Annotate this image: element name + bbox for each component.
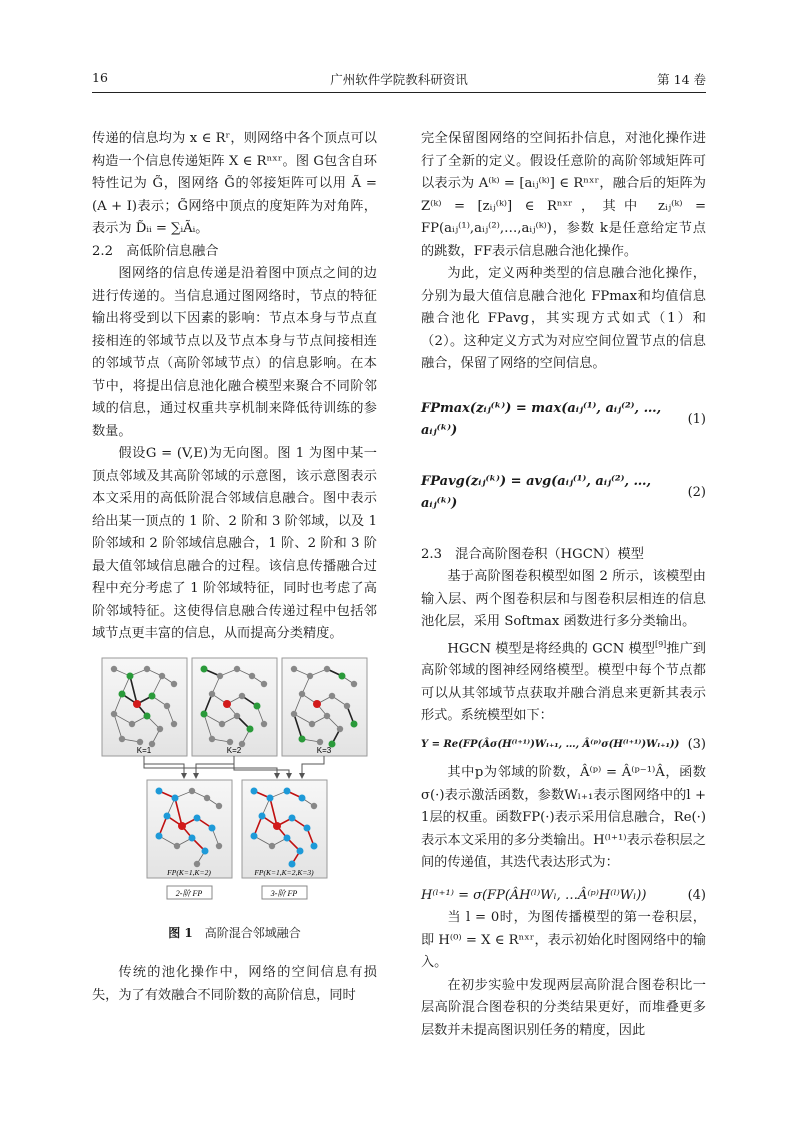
paragraph-experiment: 在初步实验中发现两层高阶混合图卷积比一层高阶混合图卷积的分类结果更好，而堆叠更多层数并未提高图识别任务的精度，因此 — [421, 977, 706, 1038]
equation-3 — [421, 734, 706, 757]
equation-4-body: H⁽ˡ⁺¹⁾ = σ(FP(ÂH⁽ˡ⁾Wₗ, …Â⁽ᵖ⁾H⁽ˡ⁾Wₗ)) — [421, 887, 647, 903]
equation-3-body: Y = Re(FP(Âσ(H⁽ˡ⁺¹⁾)Wₗ₊₁, …, Â⁽ᵖ⁾σ(H⁽ˡ⁺¹⁾)Wₗ₊₁)) — [421, 738, 680, 750]
label-k1: K=1 — [136, 745, 152, 755]
running-header — [92, 70, 706, 88]
panel-k1 — [102, 658, 187, 756]
volume-label: 第 14 卷 — [657, 72, 706, 87]
panel-k3 — [282, 658, 367, 756]
right-column — [421, 128, 706, 1042]
paragraph-hgcn — [421, 634, 706, 728]
caption-text: 高阶混合邻域融合 — [204, 925, 301, 940]
equation-1 — [421, 398, 706, 443]
equation-3-number: (3) — [687, 736, 706, 752]
page-number: 16 — [92, 70, 108, 85]
equation-2-body: FPavg(zᵢⱼ⁽ᵏ⁾) = avg(aᵢⱼ⁽¹⁾, aᵢⱼ⁽²⁾, …, aᵢⱼ⁽ᵏ⁾) — [421, 473, 652, 511]
paragraph-pooling-cont: 完全保留图网络的空间拓扑信息，对池化操作进行了全新的定义。假设任意阶的高阶邻域矩阵可以表示为 A⁽ᵏ⁾ = [aᵢⱼ⁽ᵏ⁾] ∈ Rⁿˣʳ，融合后的矩阵为 Z⁽ᵏ⁾ = [zᵢⱼ⁽ᵏ⁾] ∈ Rⁿˣʳ，其中 zᵢⱼ⁽ᵏ⁾ = FP(aᵢⱼ⁽¹⁾,aᵢⱼ⁽²⁾,…,aᵢⱼ⁽ᵏ⁾)，参数 k是任意给定节点的跳数，FF表示信息融合池化操作。 — [421, 131, 706, 259]
paragraph-pooling: 传统的池化操作中，网络的空间信息有损失，为了有效融合不同阶数的高阶信息，同时 — [92, 965, 377, 1003]
label-k2: K=2 — [226, 745, 242, 755]
equation-1-body: FPmax(zᵢⱼ⁽ᵏ⁾) = max(aᵢⱼ⁽¹⁾, aᵢⱼ⁽²⁾, …, aᵢⱼ⁽ᵏ⁾) — [421, 400, 662, 438]
paragraph-notation: 其中p为邻域的阶数，Â⁽ᵖ⁾ = Â⁽ᵖ⁻¹⁾Â，函数σ(·)表示激活函数，参数Wₗ₊₁表示图网络中的l + 1层的权重。函数FP(·)表示采用信息融合，Re(·)表示本文采用的多分类输出。H⁽ˡ⁺¹⁾表示卷积层之间的传递值，其迭代表达形式为： — [421, 765, 706, 871]
label-fp-3: FP(K=1,K=2,K=3) — [254, 867, 314, 877]
panel-fp-2 — [147, 780, 232, 878]
hgcn-text-a: HGCN 模型是将经典的 GCN 模型 — [447, 640, 655, 656]
equation-2-number: (2) — [687, 484, 706, 500]
panel-fp-3 — [242, 780, 327, 878]
tag-3-order-fp: 3-阶 FP — [270, 888, 298, 898]
paragraph-model-overview: 基于高阶图卷积模型如图 2 所示，该模型由输入层、两个图卷积层和与图卷积层相连的信息池化层，采用 Softmax 函数进行多分类输出。 — [421, 569, 706, 629]
panel-k2 — [192, 658, 277, 756]
equation-4-number: (4) — [687, 887, 706, 903]
paragraph-initial-layer: 当 l = 0时，为图传播模型的第一卷积层，即 H⁽⁰⁾ = X ∈ Rⁿˣʳ，表示初始化时图网络中的输入。 — [421, 910, 706, 971]
label-k3: K=3 — [316, 745, 332, 755]
equation-2 — [421, 471, 706, 516]
paragraph-undirected-graph: 假设G = (V,E)为无向图。图 1 为图中某一顶点邻域及其高阶邻域的示意图，该示意图表示本文采用的高低阶混合邻域信息融合。图中表示给出某一顶点的 1 阶、2 阶和 3 阶邻域，以及 1 阶邻域和 2 阶邻域信息融合，1 阶、2 阶和 3 阶最大值邻域信息融合的过程。该信息传播融合过程中充分考虑了 1 阶邻域特征，同时也考虑了高阶邻域特征。这使得信息融合传递过程中包括邻域节点更丰富的信息，从而提高分类精度。 — [92, 446, 377, 641]
journal-title: 广州软件学院教科研资讯 — [330, 72, 468, 87]
left-column — [92, 128, 377, 1007]
tag-2-order-fp: 2-阶 FP — [175, 888, 203, 898]
paragraph-matrix-definition: 传递的信息均为 x ∈ Rʳ，则网络中各个顶点可以构造一个信息传递矩阵 X ∈ Rⁿˣʳ。图 G包含自环特性记为 G̃，图网络 G̃的邻接矩阵可以用 Ã = (A + I)表示；G̃网络中顶点的度矩阵为对角阵，表示为 D̃ᵢᵢ = ∑ᵢÃᵢ。 — [92, 131, 377, 236]
caption-number: 图 1 — [168, 925, 193, 940]
label-fp-2: FP(K=1,K=2) — [167, 867, 211, 877]
equation-4 — [421, 885, 706, 908]
paragraph-fp-types: 为此，定义两种类型的信息融合池化操作，分别为最大值信息融合池化 FPmax和均值信息融合池化 FPavg，其实现方式如式（1）和（2）。这种定义方式为对应空间位置节点的信息融合，保留了网络的空间信息。 — [421, 266, 706, 371]
hgcn-text-b: 推广到高阶邻域的图神经网络模型。模型中每个节点都可以从其邻域节点获取并融合消息来更新其表示形式。系统模型如下： — [421, 640, 706, 724]
header-rule — [92, 92, 706, 93]
section-heading-2-3: 2.3 混合高阶图卷积（HGCN）模型 — [421, 546, 644, 562]
figure-1-high-order-fusion — [92, 654, 377, 918]
figure-1-graphic — [92, 654, 377, 918]
section-heading-2-2: 2.2 高低阶信息融合 — [92, 243, 219, 259]
figure-1-caption — [92, 922, 377, 945]
citation-ref: [9] — [654, 639, 667, 649]
paragraph-info-fusion: 图网络的信息传递是沿着图中顶点之间的边进行传递的。当信息通过图网络时，节点的特征输出将受到以下因素的影响：节点本身与节点直接相连的邻域节点以及节点本身与节点间接相连的邻域节点（高阶邻域节点）的信息影响。在本节中，将提出信息池化融合模型来聚合不同阶邻域的信息，通过权重共享机制来降低待训练的参数量。 — [92, 266, 377, 439]
equation-1-number: (1) — [687, 411, 706, 427]
